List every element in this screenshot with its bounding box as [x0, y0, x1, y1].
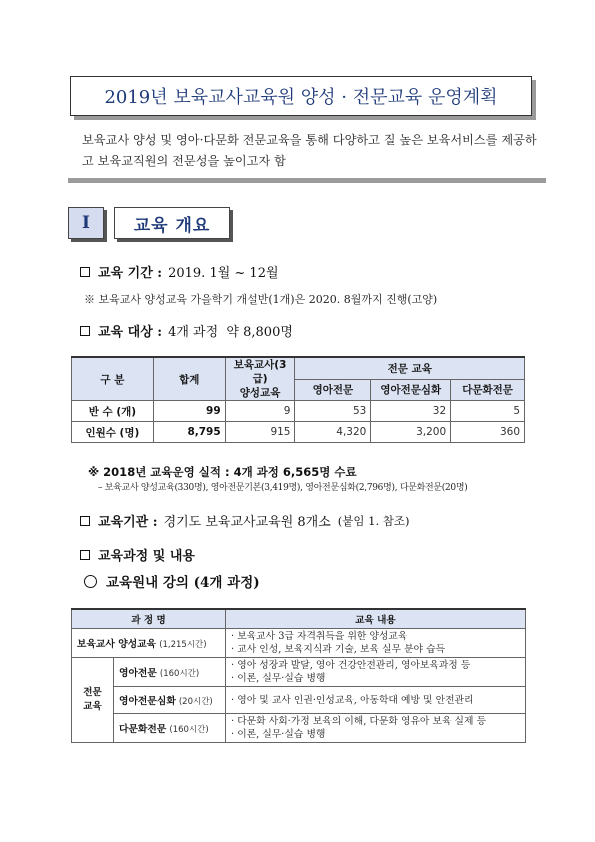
header-course: 과 정 명: [72, 609, 226, 629]
header-infant-adv: 영아전문심화: [371, 379, 451, 401]
header-content: 교육 내용: [226, 609, 526, 629]
circle-bullet-icon: [84, 575, 97, 588]
course-name: 다문화전문: [119, 724, 167, 735]
course-name: 영아전문: [119, 668, 157, 679]
target-value: 4개 과정 약 8,800명: [168, 325, 293, 340]
course-desc-cell: [226, 658, 526, 687]
course-desc-line: · 영아 성장과 발달, 영아 건강안전관리, 영아보육과정 등: [231, 660, 471, 671]
category-cell: 전문 교육: [72, 658, 114, 743]
cell-infant: 53: [295, 401, 371, 422]
course-hours: (1,215시간): [159, 640, 207, 650]
course-hours: (20시간): [178, 697, 213, 707]
table-row: [72, 422, 525, 443]
header-multi: 다문화전문: [451, 379, 525, 401]
target-table: [71, 356, 525, 443]
course-name-cell: [114, 658, 226, 687]
checkbox-square-icon: [80, 267, 90, 277]
course-name-cell: [72, 629, 226, 658]
course-name-cell: [114, 714, 226, 743]
course-desc-line: · 다문화 사회·가정 보육의 이해, 다문화 영유아 보육 실제 등: [231, 716, 487, 727]
cell-training: 9: [225, 401, 295, 422]
course-subheading-text: 교육원내 강의 (4개 과정): [106, 575, 260, 591]
course-heading-item: [80, 545, 195, 564]
cell-infant-adv: 3,200: [371, 422, 451, 443]
table-row: [72, 629, 526, 658]
course-desc-cell: [226, 687, 526, 714]
page-title: 2019년 보육교사교육원 양성 · 전문교육 운영계획: [70, 76, 532, 116]
institution-value: 경기도 보육교사교육원 8개소: [163, 515, 331, 530]
course-hours: (160시간): [169, 725, 209, 735]
course-table: [71, 608, 526, 743]
course-desc-line: · 이론, 실무·실습 병행: [231, 729, 326, 740]
period-item: [80, 262, 279, 281]
course-desc-line: · 교사 인성, 보육지식과 기술, 보육 실무 분야 습득: [231, 644, 446, 655]
cell-multi: 5: [451, 401, 525, 422]
section-number: Ⅰ: [68, 207, 104, 239]
course-name-cell: [114, 687, 226, 714]
target-label: 교육 대상 :: [98, 325, 163, 340]
checkbox-square-icon: [80, 516, 90, 526]
intro-text: 보육교사 양성 및 영아·다문화 전문교육을 통해 다양하고 질 높은 보육서비스를 제공하고 보육교직원의 전문성을 높이고자 함: [82, 133, 537, 168]
header-category: 구 분: [72, 357, 154, 401]
cell-infant-adv: 32: [371, 401, 451, 422]
row-label: 반 수 (개): [72, 401, 154, 422]
cell-infant: 4,320: [295, 422, 371, 443]
course-heading: 교육과정 및 내용: [98, 549, 195, 564]
course-hours: (160시간): [159, 669, 200, 679]
institution-item: [80, 511, 410, 530]
cell-total: 8,795: [153, 422, 225, 443]
period-note: ※ 보육교사 양성교육 가을학기 개설반(1개)은 2020. 8월까지 진행(고양): [84, 293, 438, 306]
course-desc-cell: [226, 629, 526, 658]
header-infant: 영아전문: [295, 379, 371, 401]
institution-label: 교육기관 :: [98, 515, 158, 530]
course-name: 보육교사 양성교육: [77, 639, 157, 650]
cell-training: 915: [225, 422, 295, 443]
result-detail: – 보육교사 양성교육(330명), 영아전문기본(3,419명), 영아전문심화(2,796명), 다문화전문(20명): [98, 483, 468, 493]
cell-multi: 360: [451, 422, 525, 443]
divider: [68, 178, 546, 183]
cell-total: 99: [153, 401, 225, 422]
course-desc-line: · 영아 및 교사 인권·인성교육, 아동학대 예방 및 안전관리: [231, 694, 474, 706]
period-label: 교육 기간 :: [98, 266, 163, 281]
course-name: 영아전문심화: [119, 696, 176, 707]
checkbox-square-icon: [80, 326, 90, 336]
header-total: 합계: [153, 357, 225, 401]
row-label: 인원수 (명): [72, 422, 154, 443]
header-training-line2: 양성교육: [239, 387, 281, 399]
table-row: [72, 401, 525, 422]
institution-note: (붙임 1. 참조): [337, 513, 410, 528]
header-training-line1: 보육교사(3급): [233, 359, 287, 385]
period-value: 2019. 1월 ~ 12월: [168, 266, 279, 281]
header-training: [225, 357, 295, 401]
course-desc-line: · 보육교사 3급 자격취득을 위한 양성교육: [231, 631, 408, 642]
table-row: [72, 658, 526, 687]
result-summary: ※ 2018년 교육운영 실적 : 4개 과정 6,565명 수료: [88, 465, 357, 479]
course-subheading: [84, 571, 260, 591]
course-desc-cell: [226, 714, 526, 743]
target-item: [80, 321, 293, 340]
checkbox-square-icon: [80, 550, 90, 560]
section-title: 교육 개요: [114, 207, 230, 239]
header-special: 전문 교육: [295, 357, 525, 379]
table-row: [72, 714, 526, 743]
course-desc-line: · 이론, 실무·실습 병행: [231, 673, 326, 684]
table-row: [72, 687, 526, 714]
